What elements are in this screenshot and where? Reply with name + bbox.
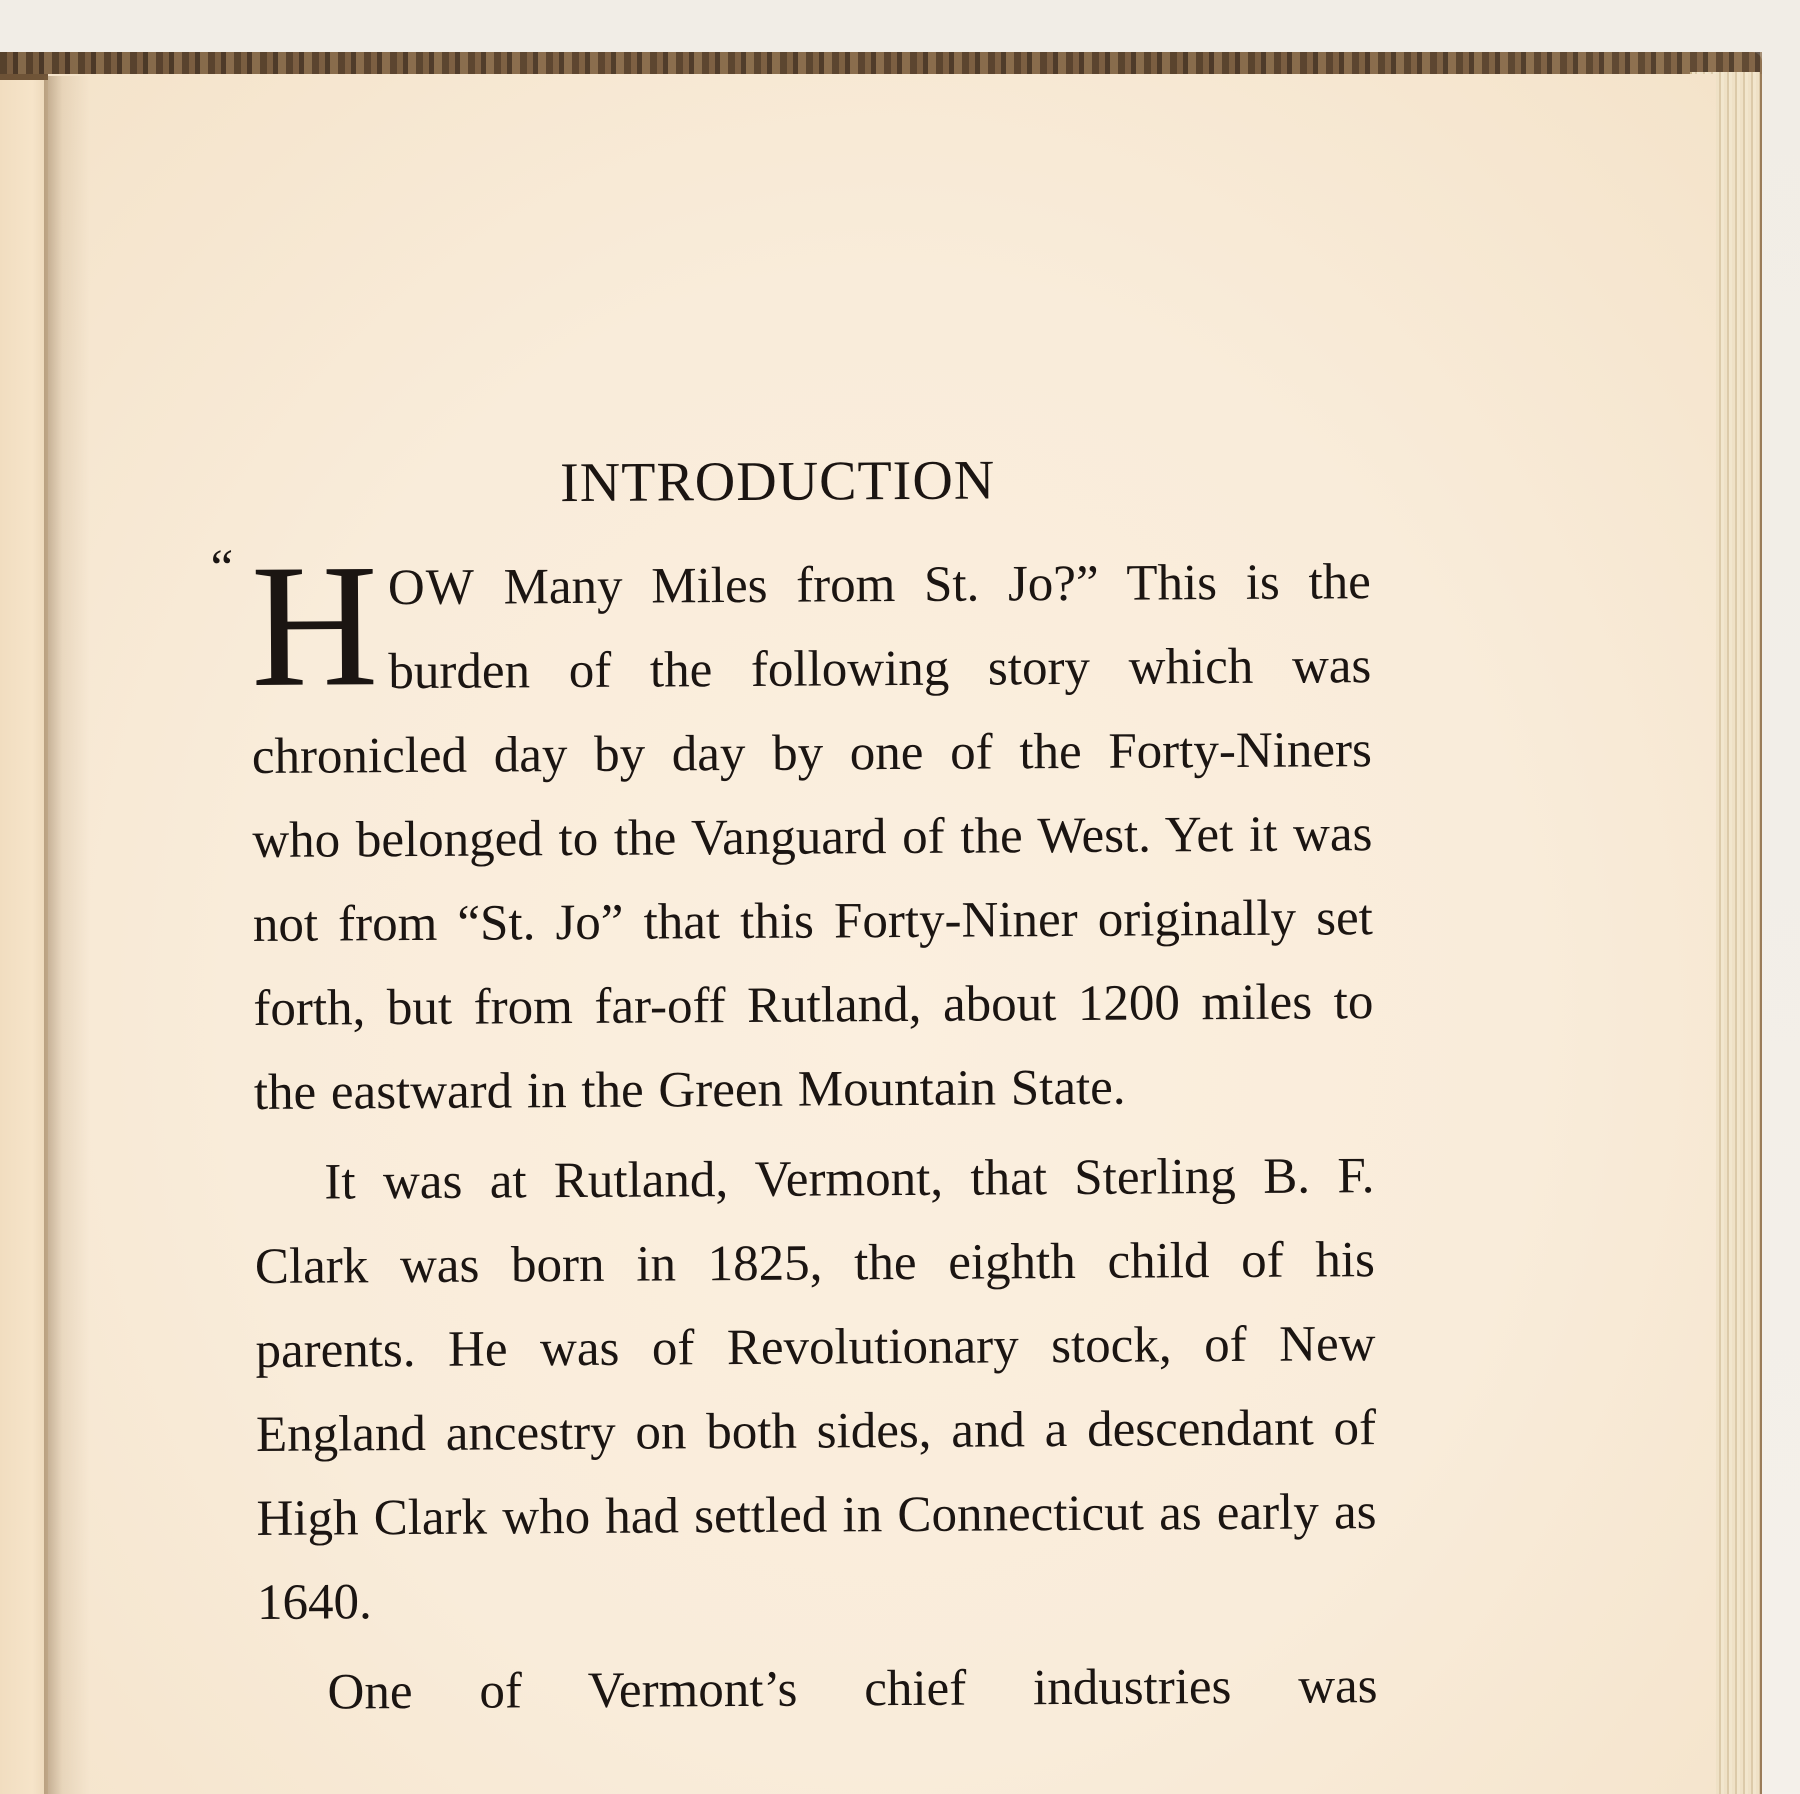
opening-paragraph xyxy=(210,527,1375,1135)
opening-quote-mark: “ xyxy=(210,539,234,596)
first-word-rest: OW xyxy=(387,559,476,616)
paragraph-2: It was at Rutland, Vermont, that Sterling B. F. Clark was born in 1825, the eighth child of his parents. He was of Revolutionary stock, of New England ancestry on both sides, and a descendant of High Clark who had settled in Connecticut as early as 1640. xyxy=(254,1147,1377,1631)
chapter-title: INTRODUCTION xyxy=(559,449,996,515)
page-text-block xyxy=(210,448,1378,1721)
opening-paragraph-text: Many Miles from St. Jo?” This is the burden of the following story which was chronicled day by day by one of the Forty-Niners who belonged to the Vanguard of the West. Yet it was not from “St. Jo” that this Forty-Niner originally set forth, but from far-off Rutland, about 1200 miles to the eastward in the Green Mountain State. xyxy=(251,553,1374,1121)
book-gutter-shadow xyxy=(44,76,90,1794)
paragraph-3-partial: One of Vermont’s chief industries was xyxy=(327,1657,1378,1721)
drop-cap: H xyxy=(250,527,379,724)
